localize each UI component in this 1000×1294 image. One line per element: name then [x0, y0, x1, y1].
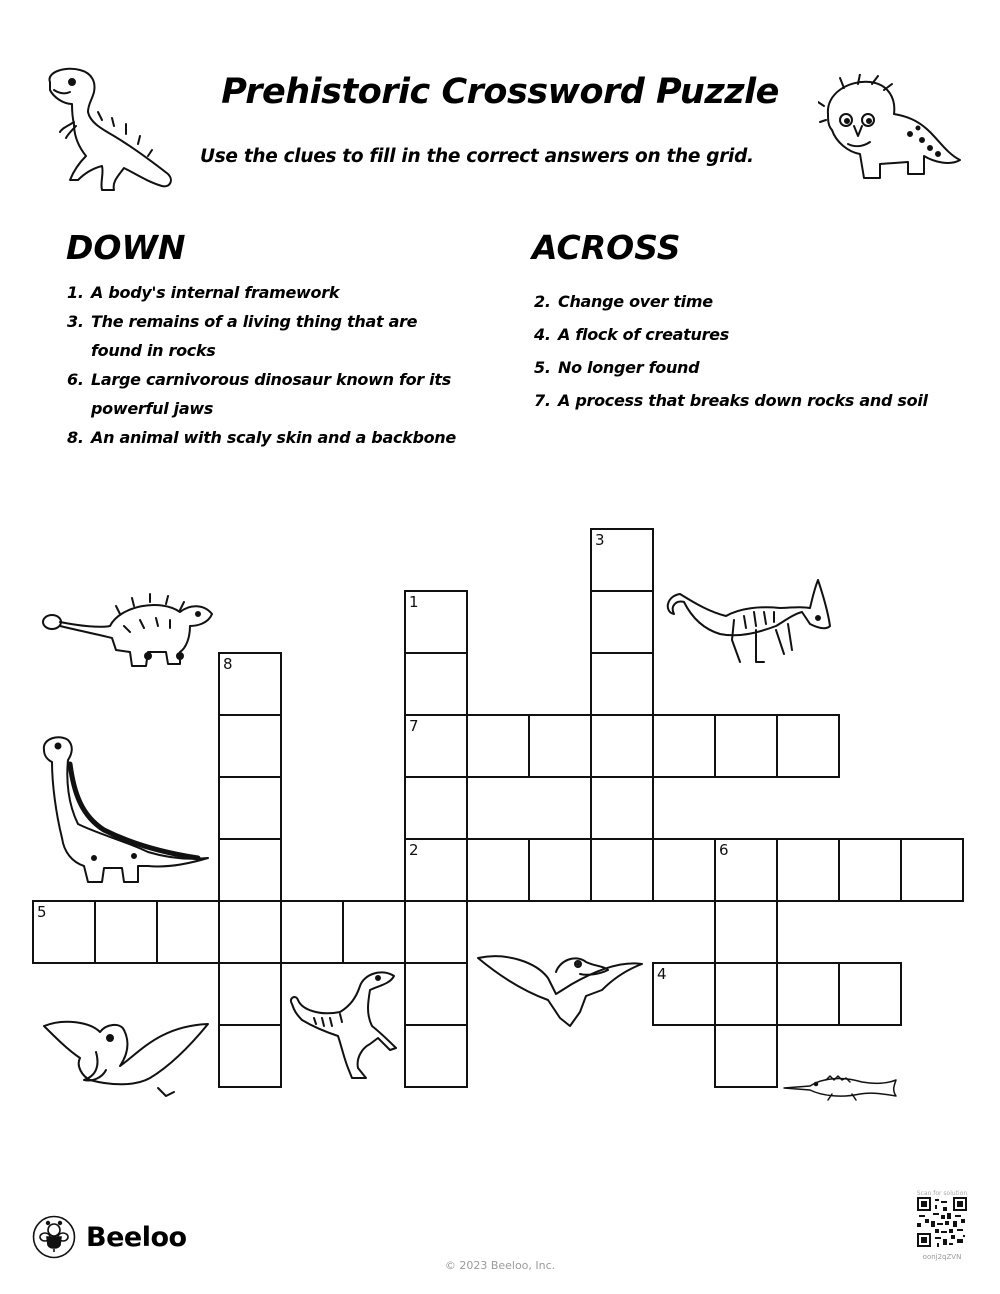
crossword-cell[interactable]: [900, 838, 964, 902]
crossword-cell[interactable]: [776, 714, 840, 778]
cell-number: 3: [595, 531, 605, 549]
crossword-cell[interactable]: [404, 714, 468, 778]
clue-number: 5.: [534, 358, 551, 377]
crossword-cell[interactable]: [590, 528, 654, 592]
t-rex-illustration: [38, 64, 188, 194]
crossword-cell[interactable]: [652, 838, 716, 902]
clue-text: A flock of creatures: [558, 325, 729, 344]
crossword-cell[interactable]: [218, 838, 282, 902]
qr-code-id: oonj2qZVN: [922, 1253, 962, 1261]
clue-text: Change over time: [558, 292, 713, 311]
crossword-cell[interactable]: [404, 838, 468, 902]
crossword-cell[interactable]: [528, 714, 592, 778]
crossword-cell[interactable]: [218, 776, 282, 840]
qr-caption: Scan for solution: [916, 1190, 968, 1197]
ichthyosaur-illustration: [782, 1070, 900, 1102]
crossword-cell[interactable]: [32, 900, 96, 964]
qr-code-icon: [917, 1197, 967, 1247]
crossword-cell[interactable]: [466, 714, 530, 778]
crossword-cell[interactable]: [528, 838, 592, 902]
crossword-cell[interactable]: [776, 962, 840, 1026]
cell-number: 1: [409, 593, 419, 611]
velociraptor-illustration: [286, 968, 402, 1084]
crossword-cell[interactable]: [404, 962, 468, 1026]
pteranodon-illustration: [40, 1016, 210, 1100]
crossword-cell[interactable]: [404, 900, 468, 964]
crossword-cell[interactable]: [776, 838, 840, 902]
crossword-cell[interactable]: [714, 838, 778, 902]
crossword-cell[interactable]: [218, 962, 282, 1026]
across-clue-7: [534, 384, 934, 417]
down-clue-3: [67, 307, 467, 365]
crossword-cell[interactable]: [342, 900, 406, 964]
cell-number: 7: [409, 717, 419, 735]
brachiosaurus-illustration: [38, 734, 210, 886]
clue-number: 4.: [534, 325, 551, 344]
parasaurolophus-illustration: [660, 578, 840, 668]
pterodactyl-illustration: [476, 948, 644, 1034]
page-subtitle: Use the clues to fill in the correct answers on the grid.: [200, 146, 754, 167]
crossword-cell[interactable]: [714, 962, 778, 1026]
beeloo-logo[interactable]: [32, 1215, 187, 1259]
cell-number: 2: [409, 841, 419, 859]
clue-number: 8.: [67, 428, 84, 447]
clue-text: The remains of a living thing that are found in rocks: [91, 312, 418, 360]
clue-number: 6.: [67, 370, 84, 389]
copyright: © 2023 Beeloo, Inc.: [444, 1259, 556, 1272]
cell-number: 5: [37, 903, 47, 921]
down-clue-1: [67, 278, 467, 307]
clue-number: 3.: [67, 312, 84, 331]
crossword-cell[interactable]: [590, 776, 654, 840]
triceratops-illustration: [818, 74, 968, 186]
cell-number: 8: [223, 655, 233, 673]
across-clue-4: [534, 318, 934, 351]
clue-number: 7.: [534, 391, 551, 410]
crossword-cell[interactable]: [218, 1024, 282, 1088]
clue-text: A process that breaks down rocks and soil: [558, 391, 928, 410]
across-clue-5: [534, 351, 934, 384]
across-clue-list: [534, 285, 934, 417]
crossword-cell[interactable]: [838, 838, 902, 902]
crossword-cell[interactable]: [652, 714, 716, 778]
brand-name: Beeloo: [86, 1221, 187, 1253]
across-clue-2: [534, 285, 934, 318]
page-title: Prehistoric Crossword Puzzle: [221, 72, 779, 112]
crossword-cell[interactable]: [838, 962, 902, 1026]
crossword-cell[interactable]: [714, 1024, 778, 1088]
bee-icon: [32, 1215, 76, 1259]
crossword-cell[interactable]: [590, 714, 654, 778]
crossword-cell[interactable]: [466, 838, 530, 902]
crossword-cell[interactable]: [156, 900, 220, 964]
crossword-cell[interactable]: [590, 652, 654, 716]
crossword-cell[interactable]: [280, 900, 344, 964]
clue-text: No longer found: [558, 358, 700, 377]
clue-number: 1.: [67, 283, 84, 302]
crossword-cell[interactable]: [590, 590, 654, 654]
clue-text: An animal with scaly skin and a backbone: [91, 428, 456, 447]
crossword-cell[interactable]: [404, 776, 468, 840]
crossword-cell[interactable]: [218, 900, 282, 964]
crossword-cell[interactable]: [590, 838, 654, 902]
down-heading: DOWN: [66, 228, 186, 267]
clue-text: A body's internal framework: [91, 283, 340, 302]
crossword-cell[interactable]: [714, 714, 778, 778]
solution-qr[interactable]: [912, 1190, 972, 1261]
crossword-cell[interactable]: [218, 652, 282, 716]
crossword-cell[interactable]: [94, 900, 158, 964]
clue-text: Large carnivorous dinosaur known for its powerful jaws: [91, 370, 451, 418]
down-clue-6: [67, 365, 467, 423]
crossword-cell[interactable]: [404, 590, 468, 654]
down-clue-8: [67, 423, 467, 452]
down-clue-list: [67, 278, 467, 452]
crossword-cell[interactable]: [404, 1024, 468, 1088]
crossword-cell[interactable]: [218, 714, 282, 778]
clue-number: 2.: [534, 292, 551, 311]
cell-number: 4: [657, 965, 667, 983]
crossword-cell[interactable]: [714, 900, 778, 964]
across-heading: ACROSS: [532, 228, 681, 267]
cell-number: 6: [719, 841, 729, 859]
crossword-cell[interactable]: [404, 652, 468, 716]
crossword-cell[interactable]: [652, 962, 716, 1026]
ankylosaurus-illustration: [40, 590, 215, 670]
